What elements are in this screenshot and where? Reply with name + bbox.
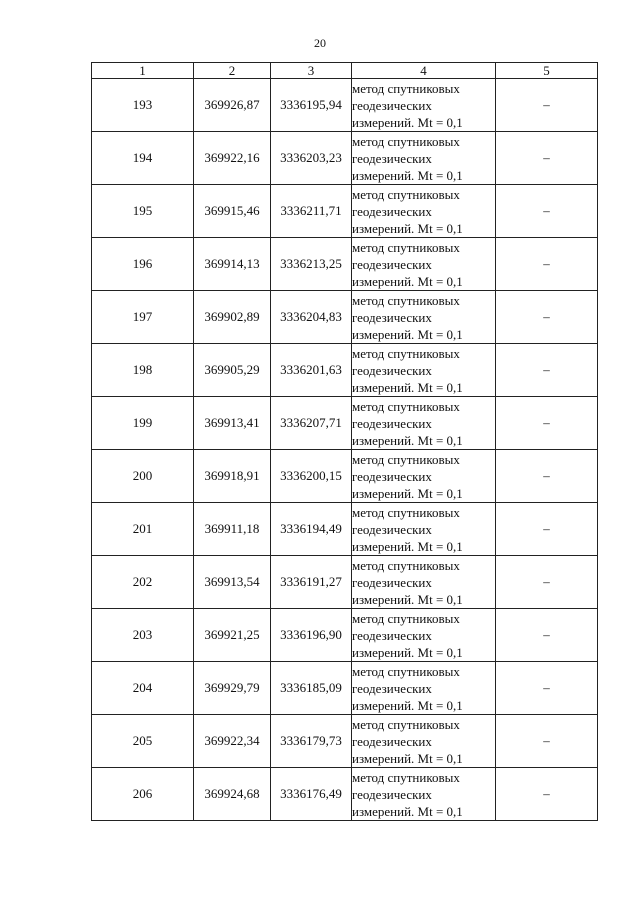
y-coordinate-cell: 3336179,73 bbox=[271, 715, 352, 768]
method-cell bbox=[352, 503, 496, 556]
y-coordinate-cell: 3336204,83 bbox=[271, 291, 352, 344]
y-coordinate-cell: 3336211,71 bbox=[271, 185, 352, 238]
method-cell bbox=[352, 344, 496, 397]
method-cell bbox=[352, 291, 496, 344]
method-line: геодезических bbox=[352, 203, 432, 219]
y-coordinate-cell: 3336185,09 bbox=[271, 662, 352, 715]
y-coordinate-cell: 3336207,71 bbox=[271, 397, 352, 450]
point-number-cell: 201 bbox=[92, 503, 194, 556]
method-line: геодезических bbox=[352, 309, 432, 325]
table-row bbox=[92, 185, 598, 238]
x-coordinate-cell: 369929,79 bbox=[194, 662, 271, 715]
method-line: измерений. Mt = 0,1 bbox=[352, 750, 463, 766]
note-cell: – bbox=[496, 609, 598, 662]
point-number-cell: 196 bbox=[92, 238, 194, 291]
method-cell bbox=[352, 556, 496, 609]
method-line: геодезических bbox=[352, 680, 432, 696]
x-coordinate-cell: 369914,13 bbox=[194, 238, 271, 291]
y-coordinate-cell: 3336200,15 bbox=[271, 450, 352, 503]
header-col-1: 1 bbox=[92, 63, 194, 79]
y-coordinate-cell: 3336196,90 bbox=[271, 609, 352, 662]
method-line: геодезических bbox=[352, 362, 432, 378]
note-cell: – bbox=[496, 715, 598, 768]
note-cell: – bbox=[496, 344, 598, 397]
x-coordinate-cell: 369918,91 bbox=[194, 450, 271, 503]
x-coordinate-cell: 369905,29 bbox=[194, 344, 271, 397]
coordinates-table bbox=[91, 62, 598, 821]
header-row bbox=[92, 63, 598, 79]
method-line: измерений. Mt = 0,1 bbox=[352, 379, 463, 395]
x-coordinate-cell: 369926,87 bbox=[194, 79, 271, 132]
table-row bbox=[92, 291, 598, 344]
y-coordinate-cell: 3336195,94 bbox=[271, 79, 352, 132]
page-number: 20 bbox=[314, 36, 326, 50]
x-coordinate-cell: 369922,16 bbox=[194, 132, 271, 185]
method-line: измерений. Mt = 0,1 bbox=[352, 167, 463, 183]
method-line: метод спутниковых bbox=[352, 557, 460, 573]
y-coordinate-cell: 3336191,27 bbox=[271, 556, 352, 609]
method-line: измерений. Mt = 0,1 bbox=[352, 432, 463, 448]
method-line: измерений. Mt = 0,1 bbox=[352, 273, 463, 289]
table-row bbox=[92, 662, 598, 715]
method-line: метод спутниковых bbox=[352, 239, 460, 255]
y-coordinate-cell: 3336203,23 bbox=[271, 132, 352, 185]
method-line: метод спутниковых bbox=[352, 133, 460, 149]
method-line: метод спутниковых bbox=[352, 769, 460, 785]
method-line: метод спутниковых bbox=[352, 451, 460, 467]
method-line: метод спутниковых bbox=[352, 663, 460, 679]
method-cell bbox=[352, 450, 496, 503]
method-line: геодезических bbox=[352, 574, 432, 590]
method-line: геодезических bbox=[352, 521, 432, 537]
note-cell: – bbox=[496, 185, 598, 238]
method-cell bbox=[352, 79, 496, 132]
method-cell bbox=[352, 185, 496, 238]
table-row bbox=[92, 715, 598, 768]
point-number-cell: 197 bbox=[92, 291, 194, 344]
method-line: измерений. Mt = 0,1 bbox=[352, 644, 463, 660]
table-row bbox=[92, 132, 598, 185]
table-row bbox=[92, 450, 598, 503]
method-line: геодезических bbox=[352, 733, 432, 749]
header-col-5: 5 bbox=[496, 63, 598, 79]
method-line: геодезических bbox=[352, 627, 432, 643]
note-cell: – bbox=[496, 238, 598, 291]
note-cell: – bbox=[496, 556, 598, 609]
note-cell: – bbox=[496, 768, 598, 821]
point-number-cell: 202 bbox=[92, 556, 194, 609]
x-coordinate-cell: 369921,25 bbox=[194, 609, 271, 662]
point-number-cell: 195 bbox=[92, 185, 194, 238]
method-cell bbox=[352, 238, 496, 291]
table-body bbox=[92, 79, 598, 821]
method-line: геодезических bbox=[352, 415, 432, 431]
method-line: метод спутниковых bbox=[352, 398, 460, 414]
point-number-cell: 203 bbox=[92, 609, 194, 662]
method-line: геодезических bbox=[352, 468, 432, 484]
x-coordinate-cell: 369902,89 bbox=[194, 291, 271, 344]
method-line: геодезических bbox=[352, 786, 432, 802]
point-number-cell: 205 bbox=[92, 715, 194, 768]
method-line: метод спутниковых bbox=[352, 80, 460, 96]
note-cell: – bbox=[496, 662, 598, 715]
header-col-2: 2 bbox=[194, 63, 271, 79]
point-number-cell: 193 bbox=[92, 79, 194, 132]
method-line: метод спутниковых bbox=[352, 504, 460, 520]
point-number-cell: 194 bbox=[92, 132, 194, 185]
note-cell: – bbox=[496, 450, 598, 503]
method-line: измерений. Mt = 0,1 bbox=[352, 326, 463, 342]
method-line: метод спутниковых bbox=[352, 186, 460, 202]
x-coordinate-cell: 369924,68 bbox=[194, 768, 271, 821]
point-number-cell: 204 bbox=[92, 662, 194, 715]
method-cell bbox=[352, 609, 496, 662]
method-line: измерений. Mt = 0,1 bbox=[352, 538, 463, 554]
table-row bbox=[92, 768, 598, 821]
x-coordinate-cell: 369913,41 bbox=[194, 397, 271, 450]
method-line: метод спутниковых bbox=[352, 610, 460, 626]
note-cell: – bbox=[496, 397, 598, 450]
y-coordinate-cell: 3336201,63 bbox=[271, 344, 352, 397]
table-header bbox=[92, 63, 598, 79]
note-cell: – bbox=[496, 291, 598, 344]
method-cell bbox=[352, 715, 496, 768]
point-number-cell: 198 bbox=[92, 344, 194, 397]
method-line: измерений. Mt = 0,1 bbox=[352, 114, 463, 130]
method-cell bbox=[352, 397, 496, 450]
method-line: измерений. Mt = 0,1 bbox=[352, 220, 463, 236]
method-line: геодезических bbox=[352, 256, 432, 272]
method-line: геодезических bbox=[352, 150, 432, 166]
method-line: измерений. Mt = 0,1 bbox=[352, 591, 463, 607]
table-row bbox=[92, 556, 598, 609]
point-number-cell: 199 bbox=[92, 397, 194, 450]
method-cell bbox=[352, 768, 496, 821]
x-coordinate-cell: 369913,54 bbox=[194, 556, 271, 609]
method-line: измерений. Mt = 0,1 bbox=[352, 485, 463, 501]
table-row bbox=[92, 238, 598, 291]
table-row bbox=[92, 344, 598, 397]
header-col-4: 4 bbox=[352, 63, 496, 79]
point-number-cell: 206 bbox=[92, 768, 194, 821]
table-row bbox=[92, 397, 598, 450]
x-coordinate-cell: 369915,46 bbox=[194, 185, 271, 238]
table-row bbox=[92, 503, 598, 556]
note-cell: – bbox=[496, 503, 598, 556]
table-row bbox=[92, 609, 598, 662]
method-cell bbox=[352, 662, 496, 715]
table-row bbox=[92, 79, 598, 132]
method-line: геодезических bbox=[352, 97, 432, 113]
point-number-cell: 200 bbox=[92, 450, 194, 503]
method-cell bbox=[352, 132, 496, 185]
note-cell: – bbox=[496, 132, 598, 185]
header-col-3: 3 bbox=[271, 63, 352, 79]
x-coordinate-cell: 369911,18 bbox=[194, 503, 271, 556]
method-line: измерений. Mt = 0,1 bbox=[352, 803, 463, 819]
y-coordinate-cell: 3336194,49 bbox=[271, 503, 352, 556]
method-line: метод спутниковых bbox=[352, 292, 460, 308]
method-line: метод спутниковых bbox=[352, 716, 460, 732]
x-coordinate-cell: 369922,34 bbox=[194, 715, 271, 768]
y-coordinate-cell: 3336213,25 bbox=[271, 238, 352, 291]
y-coordinate-cell: 3336176,49 bbox=[271, 768, 352, 821]
method-line: метод спутниковых bbox=[352, 345, 460, 361]
method-line: измерений. Mt = 0,1 bbox=[352, 697, 463, 713]
note-cell: – bbox=[496, 79, 598, 132]
